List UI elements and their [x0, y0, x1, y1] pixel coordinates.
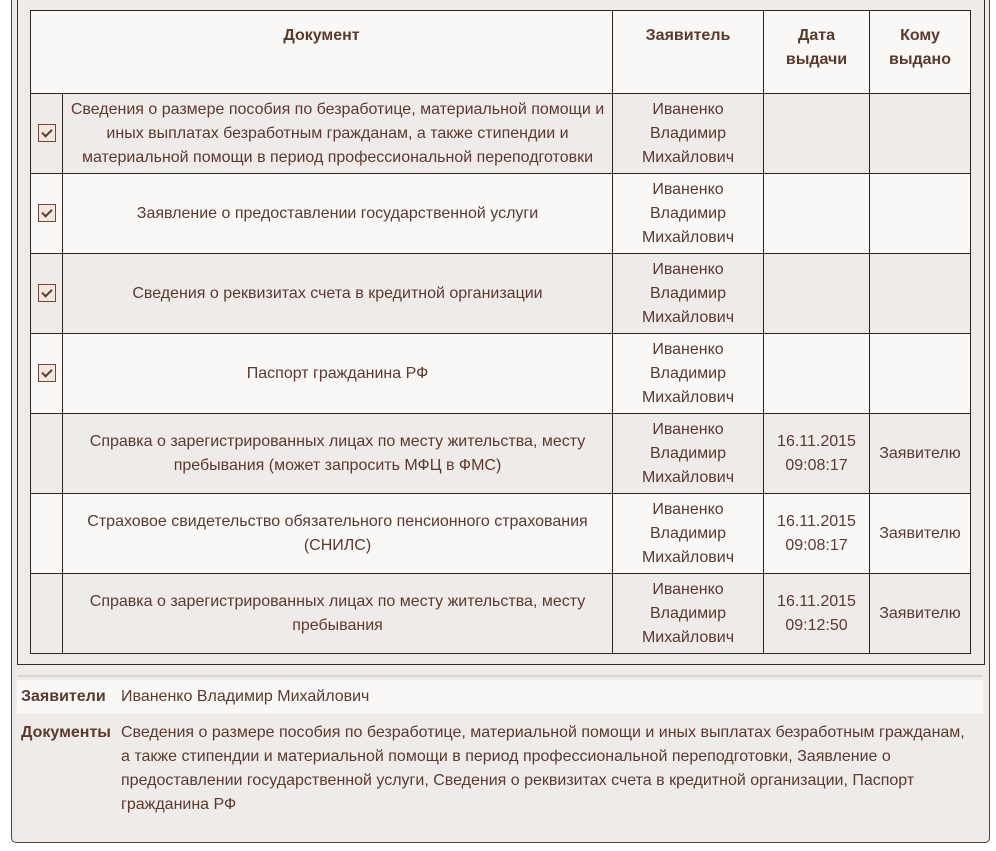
table-row [31, 414, 971, 494]
applicant-cell: Иваненко Владимир Михайлович [613, 174, 764, 254]
issue-date-cell [764, 174, 870, 254]
table-row [31, 254, 971, 334]
document-cell: Паспорт гражданина РФ [63, 334, 613, 414]
applicant-cell: Иваненко Владимир Михайлович [613, 254, 764, 334]
checkbox-checked-icon[interactable] [38, 364, 56, 382]
issue-date-cell [764, 254, 870, 334]
row-checkbox-cell[interactable] [31, 174, 63, 254]
document-cell: Сведения о размере пособия по безработице, материальной помощи и иных выплатах безработным гражданам, а также стипендии и материальной помощи в период профессиональной переподготовки [63, 94, 613, 174]
applicant-cell: Иваненко Владимир Михайлович [613, 574, 764, 654]
row-checkbox-cell[interactable] [31, 254, 63, 334]
applicant-cell: Иваненко Владимир Михайлович [613, 334, 764, 414]
issued-to-cell: Заявителю [870, 494, 971, 574]
documents-summary [17, 718, 983, 818]
issue-date-cell: 16.11.2015 09:12:50 [764, 574, 870, 654]
applicant-cell: Иваненко Владимир Михайлович [613, 94, 764, 174]
applicants-summary [17, 680, 983, 714]
table-row [31, 574, 971, 654]
header-applicant: Заявитель [613, 11, 764, 94]
table-row [31, 174, 971, 254]
document-cell: Сведения о реквизитах счета в кредитной организации [63, 254, 613, 334]
issued-to-cell [870, 174, 971, 254]
table-row [31, 494, 971, 574]
issue-date-cell [764, 334, 870, 414]
header-issued-to: Кому выдано [870, 11, 971, 94]
applicant-cell: Иваненко Владимир Михайлович [613, 494, 764, 574]
document-cell: Заявление о предоставлении государственной услуги [63, 174, 613, 254]
documents-value: Сведения о размере пособия по безработице, материальной помощи и иных выплатах безработным гражданам, а также стипендии и материальной помощи в период профессиональной переподготовки, Заявление о предоставлении государственной услуги, Сведения о реквизитах счета в кредитной организации, Паспорт гражданина РФ [121, 724, 965, 813]
row-checkbox-cell[interactable] [31, 334, 63, 414]
table-row [31, 94, 971, 174]
row-checkbox-cell [31, 494, 63, 574]
checkbox-checked-icon[interactable] [38, 204, 56, 222]
documents-panel [17, 0, 985, 665]
row-checkbox-cell [31, 414, 63, 494]
applicants-value: Иваненко Владимир Михайлович [121, 688, 370, 705]
table-header-row [31, 11, 971, 94]
issued-to-cell: Заявителю [870, 414, 971, 494]
divider [17, 675, 983, 677]
row-checkbox-cell [31, 574, 63, 654]
documents-label: Документы [21, 724, 111, 741]
table-row [31, 334, 971, 414]
issue-date-cell: 16.11.2015 09:08:17 [764, 414, 870, 494]
issued-to-cell [870, 94, 971, 174]
applicants-label: Заявители [21, 688, 106, 705]
issue-date-cell: 16.11.2015 09:08:17 [764, 494, 870, 574]
applicant-cell: Иваненко Владимир Михайлович [613, 414, 764, 494]
document-cell: Справка о зарегистрированных лицах по месту жительства, месту пребывания (может запросить МФЦ в ФМС) [63, 414, 613, 494]
issued-to-cell: Заявителю [870, 574, 971, 654]
document-cell: Справка о зарегистрированных лицах по месту жительства, месту пребывания [63, 574, 613, 654]
outer-panel [11, 0, 990, 843]
issue-date-cell [764, 94, 870, 174]
issued-to-cell [870, 254, 971, 334]
header-issue-date: Дата выдачи [764, 11, 870, 94]
document-cell: Страховое свидетельство обязательного пенсионного страхования (СНИЛС) [63, 494, 613, 574]
checkbox-checked-icon[interactable] [38, 124, 56, 142]
header-document: Документ [31, 11, 613, 94]
documents-table [30, 10, 971, 654]
issued-to-cell [870, 334, 971, 414]
checkbox-checked-icon[interactable] [38, 284, 56, 302]
row-checkbox-cell[interactable] [31, 94, 63, 174]
